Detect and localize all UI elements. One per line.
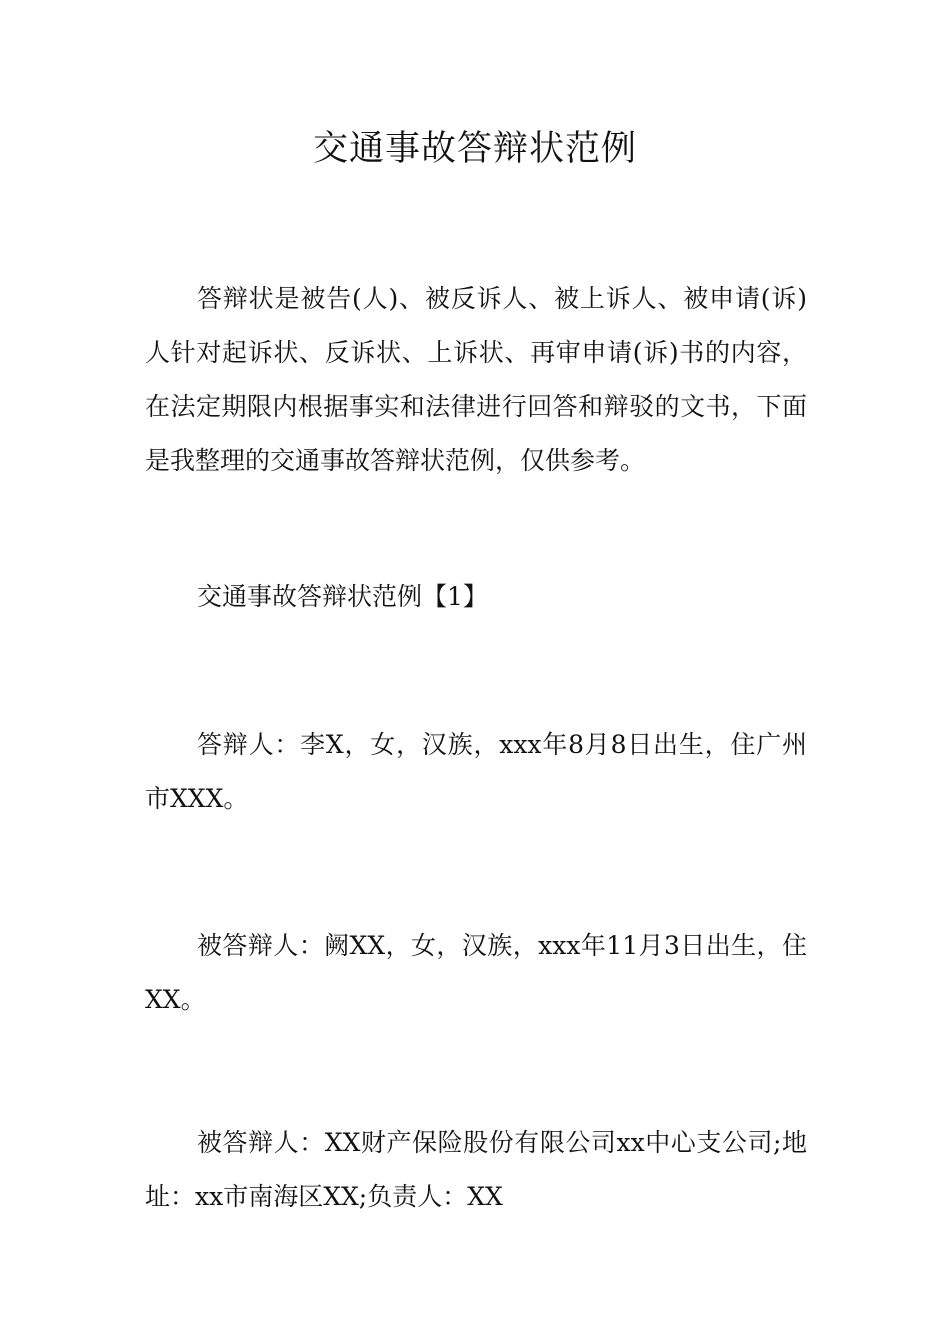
claimant-paragraph-2: 被答辩人：XX财产保险股份有限公司xx中心支公司;地址：xx市南海区XX;负责人：XX: [145, 1128, 807, 1211]
section-heading: 交通事故答辩状范例【1】: [197, 582, 488, 611]
claimant-paragraph-1: 被答辩人：阙XX，女，汉族，xxx年11月3日出生，住XX。: [145, 931, 807, 1014]
document-title: 交通事故答辩状范例: [312, 129, 637, 169]
respondent-paragraph: 答辩人：李X，女，汉族，xxx年8月8日出生，住广州市XXX。: [145, 730, 807, 813]
intro-paragraph: 答辩状是被告(人)、被反诉人、被上诉人、被申请(诉)人针对起诉状、反诉状、上诉状、再审申请(诉)书的内容，在法定期限内根据事实和法律进行回答和辩驳的文书，下面是我整理的交通事故答辩状范例，仅供参考。: [145, 284, 807, 475]
